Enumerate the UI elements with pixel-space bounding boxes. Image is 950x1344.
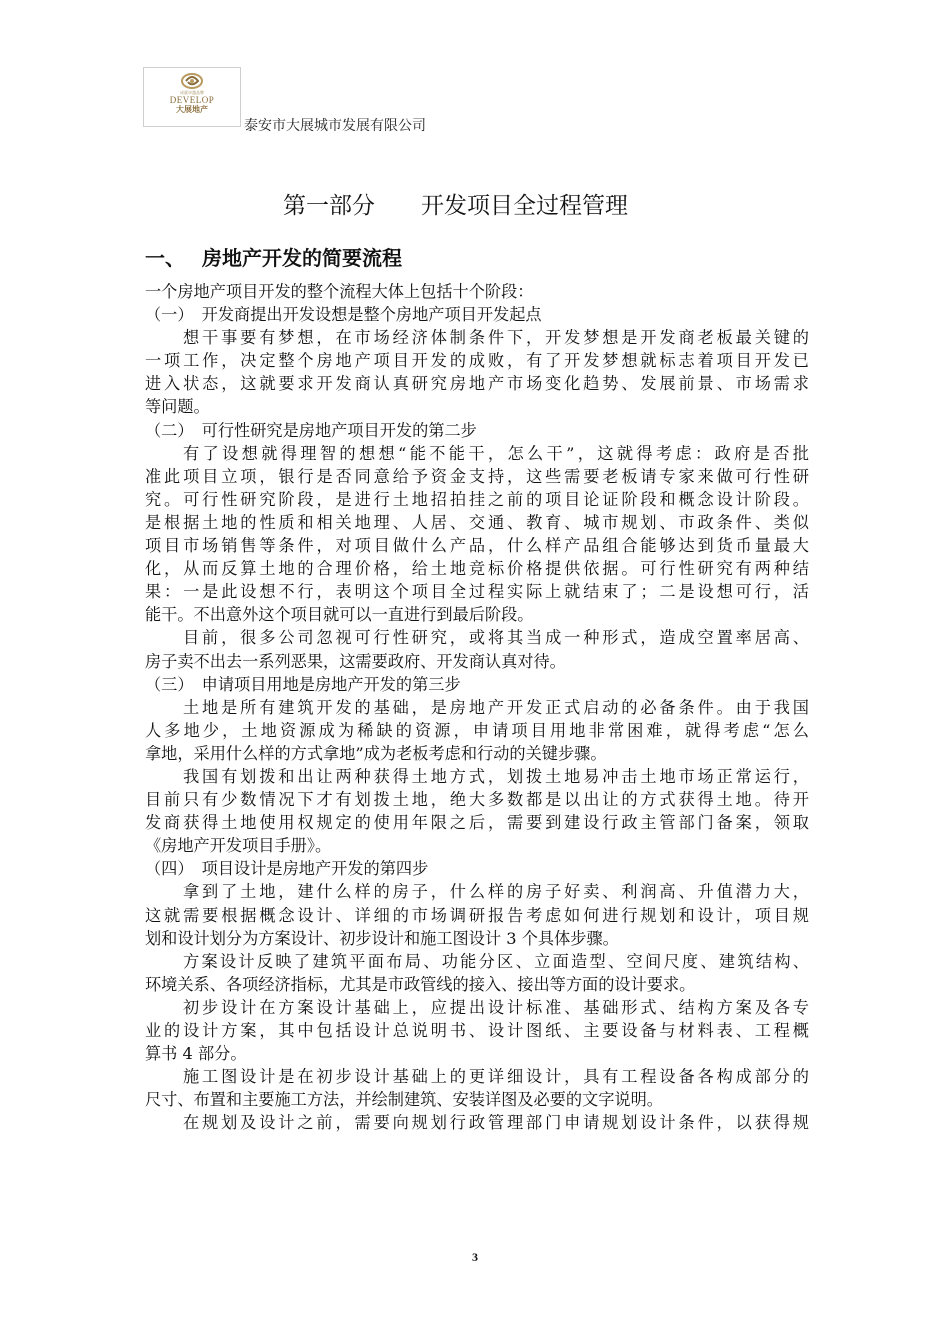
text-line: 施工图设计是在初步设计基础上的更详细设计，具有工程设备各构成部分的 xyxy=(183,1067,809,1087)
text-line: 进入状态，这就要求开发商认真研究房地产市场变化趋势、发展前景、市场需求 xyxy=(145,374,809,394)
text-line: 拿到了土地，建什么样的房子，什么样的房子好卖、利润高、升值潜力大， xyxy=(183,882,809,902)
text-line: 我国有划拨和出让两种获得土地方式，划拨土地易冲击土地市场正常运行， xyxy=(183,766,809,786)
text-line: 一项工作，决定整个房地产项目开发的成败，有了开发梦想就标志着项目开发已 xyxy=(145,351,809,371)
text-line: 《房地产开发项目手册》。 xyxy=(145,836,332,856)
logo-chinese-name: 大展地产 xyxy=(176,105,208,114)
part-title: 第一部分 开发项目全过程管理 xyxy=(283,193,628,219)
text-line: 目前，很多公司忽视可行性研究，或将其当成一种形式，造成空置率居高、 xyxy=(183,628,809,648)
text-line: 环境关系、各项经济指标，尤其是市政管线的接入、接出等方面的设计要求。 xyxy=(145,974,696,994)
text-line: （一） 开发商提出开发设想是整个房地产项目开发起点 xyxy=(145,305,542,325)
swirl-logo-icon xyxy=(179,72,205,90)
text-line: 算书 4 部分。 xyxy=(145,1044,247,1064)
text-line: 划和设计划分为方案设计、初步设计和施工图设计 3 个具体步骤。 xyxy=(145,928,619,948)
text-line: 化，从而反算土地的合理价格，给土地竞标价格提供依据。可行性研究有两种结 xyxy=(145,559,809,579)
text-line: 尺寸、布置和主要施工方法，并绘制建筑、安装详图及必要的文字说明。 xyxy=(145,1090,663,1110)
text-line: 有了设想就得理智的想想“能不能干，怎么干”，这就得考虑：政府是否批 xyxy=(183,443,809,463)
text-line: 方案设计反映了建筑平面布局、功能分区、立面造型、空间尺度、建筑结构、 xyxy=(183,951,809,971)
company-name: 泰安市大展城市发展有限公司 xyxy=(244,118,426,134)
text-line: 想干事要有梦想，在市场经济体制条件下，开发梦想是开发商老板最关键的 xyxy=(183,328,809,348)
text-line: 房子卖不出去一系列恶果，这需要政府、开发商认真对待。 xyxy=(145,651,566,671)
text-line: 果：一是此设想不行，表明这个项目全过程实际上就结束了；二是设想可行，活 xyxy=(145,582,809,602)
section-title: 一、 房地产开发的简要流程 xyxy=(145,246,402,270)
text-line: （四） 项目设计是房地产开发的第四步 xyxy=(145,859,429,879)
text-line: 拿地，采用什么样的方式拿地”成为老板考虑和行动的关键步骤。 xyxy=(145,743,607,763)
text-line: 究。可行性研究阶段，是进行土地招拍挂之前的项目论证阶段和概念设计阶段。 xyxy=(145,489,809,509)
company-logo xyxy=(143,67,241,127)
text-line: 项目市场销售等条件，对项目做什么产品，什么样产品组合能够达到货币量最大 xyxy=(145,536,809,556)
text-line: （三） 申请项目用地是房地产开发的第三步 xyxy=(145,674,461,694)
text-line: （二） 可行性研究是房地产项目开发的第二步 xyxy=(145,420,477,440)
text-line: 在规划及设计之前，需要向规划行政管理部门申请规划设计条件，以获得规 xyxy=(183,1113,809,1133)
text-line: 发商获得土地使用权规定的使用年限之后，需要到建设行政主管部门备案，领取 xyxy=(145,813,809,833)
logo-english-name: DEVELOP xyxy=(169,95,215,105)
text-line: 一个房地产项目开发的整个流程大体上包括十个阶段： xyxy=(145,282,534,301)
logo-tagline: 成就卓越品牌 xyxy=(180,90,204,95)
text-line: 准此项目立项，银行是否同意给予资金支持，这些需要老板请专家来做可行性研 xyxy=(145,466,809,486)
text-line: 初步设计在方案设计基础上，应提出设计标准、基础形式、结构方案及各专 xyxy=(183,997,809,1017)
text-line: 土地是所有建筑开发的基础，是房地产开发正式启动的必备条件。由于我国 xyxy=(183,697,809,717)
text-line: 能干。不出意外这个项目就可以一直进行到最后阶段。 xyxy=(145,605,534,625)
text-line: 业的设计方案，其中包括设计总说明书、设计图纸、主要设备与材料表、工程概 xyxy=(145,1021,809,1040)
text-line: 等问题。 xyxy=(145,397,210,417)
text-line: 目前只有少数情况下才有划拨土地，绝大多数都是以出让的方式获得土地。待开 xyxy=(145,790,809,810)
document-body xyxy=(145,280,809,1134)
text-line: 人多地少，土地资源成为稀缺的资源，申请项目用地非常困难，就得考虑“怎么 xyxy=(145,720,809,740)
text-line: 这就需要根据概念设计、详细的市场调研报告考虑如何进行规划和设计，项目规 xyxy=(145,905,809,925)
text-line: 是根据土地的性质和相关地理、人居、交通、教育、城市规划、市政条件、类似 xyxy=(145,512,809,532)
page-number: 3 xyxy=(472,1250,478,1264)
